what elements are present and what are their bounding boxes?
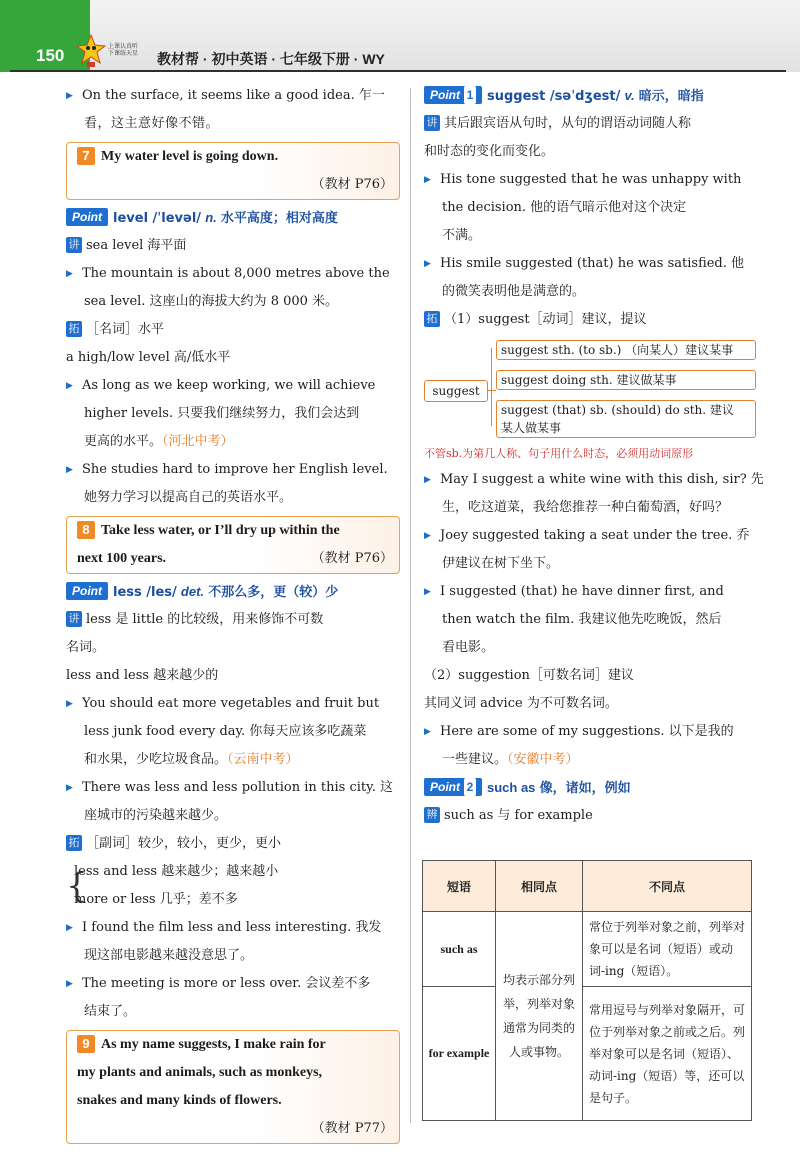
explain-tag: 讲 — [66, 237, 82, 253]
bullet-icon: ▶ — [66, 91, 73, 101]
example-line: ▶ The meeting is more or less over. 会议差不多 — [66, 970, 400, 998]
table-cell: 均表示部分列举，列举对象通常为同类的人或事物。 — [496, 912, 583, 1121]
textbook-sentence-9: 9 As my name suggests, I make rain for my plants and animals, such as monkeys, snakes and many kinds of flowers. （教材 P77） — [66, 1030, 400, 1144]
explain-line: 讲 其后跟宾语从句时，从句的谓语动词随人称 — [424, 110, 754, 138]
example-line: ▶ She studies hard to improve her English level. — [66, 456, 400, 484]
brace-icon: { — [66, 866, 88, 906]
table-cell: 常位于列举对象之前，列举对象可以是名词（短语）或动词-ing（短语）。 — [583, 912, 752, 987]
bullet-icon: ▶ — [66, 923, 73, 933]
explain-tag: 讲 — [424, 115, 440, 131]
textbook-sentence-7 — [66, 142, 400, 200]
sentence-number: 8 — [77, 521, 95, 539]
extend-tag: 拓 — [66, 321, 82, 337]
extend-tag: 拓 — [424, 311, 440, 327]
bullet-icon: ▶ — [66, 979, 73, 989]
example-line: ▶ As long as we keep working, we will achieve — [66, 372, 400, 400]
bullet-icon: ▶ — [66, 699, 73, 709]
bullet-icon: ▶ — [424, 727, 431, 737]
example-line: ▶ May I suggest a white wine with this dish, sir? 先 — [424, 466, 754, 494]
example-line: ▶ Here are some of my suggestions. 以下是我的 — [424, 718, 754, 746]
example-line: ▶ I found the film less and less interesting. 我发 — [66, 914, 400, 942]
bullet-icon: ▶ — [424, 475, 431, 485]
point-heading: Point less /les/ det. 不那么多，更（较）少 — [66, 578, 400, 606]
suggest-usage-diagram — [424, 340, 754, 440]
example-line: ▶ The mountain is about 8,000 metres above the — [66, 260, 400, 288]
exam-source: （河北中考） — [162, 434, 234, 449]
exam-source: （云南中考） — [227, 752, 299, 767]
point-badge: Point 1 — [424, 86, 482, 104]
column-divider — [410, 88, 411, 1123]
example-line: ▶ Joey suggested taking a seat under the tree. 乔 — [424, 522, 754, 550]
header-rule — [10, 70, 786, 72]
page-header — [0, 0, 800, 72]
point-heading: Point level /ˈlevəl/ n. 水平高度；相对高度 — [66, 204, 400, 232]
bullet-icon: ▶ — [424, 531, 431, 541]
bullet-icon: ▶ — [66, 381, 73, 391]
diagram-root: suggest — [424, 380, 488, 402]
example-line: ▶ You should eat more vegetables and fruit but — [66, 690, 400, 718]
diagram-node: suggest (that) sb. (should) do sth. 建议 某人做某事 — [496, 400, 756, 438]
right-column: Point 1 suggest /səˈdʒest/ v. 暗示，暗指 讲 其后跟宾语从句时，从句的谓语动词随人称 和时态的变化而变化。 ▶ His tone suggested that he was unhappy with the decision. 他的语气暗示他对这个决定 不满。 ▶ His smile suggested (that) he was satisfied. 他 的微笑表明他是满意的。 拓 （1）suggest［动词］建议，提议 suggest suggest sth. (to sb.) （向某人）建议某事 suggest doing sth. 建议做某事 suggest (that) sb. (should) do sth. 建议 某人做某事 不管sb.为第几人称、句子用什么时态，必须用动词原形 ▶ May I suggest a white wine with this dish, sir? 先 生，吃这道菜，我给您推荐一种白葡萄酒，好吗？ ▶ Joey suggested taking a seat under the tree. 乔 伊建议在树下坐下。 ▶ I suggested (that) he have dinner first, and then watch the film. 我建议他先吃晚饭，然后 看电影。 （2）suggestion［可数名词］建议 其同义词 advice 为不可数名词。 ▶ Here are some of my suggestions. 以下是我的 一些建议。（安徽中考） Point 2 such as 像，诸如，例如 辨 such as 与 for example — [424, 82, 754, 830]
sentence-number: 9 — [77, 1035, 95, 1053]
diagram-node: suggest sth. (to sb.) （向某人）建议某事 — [496, 340, 756, 360]
example-line: ▶ His smile suggested (that) he was satisfied. 他 — [424, 250, 754, 278]
extend-tag: 拓 — [66, 835, 82, 851]
grammar-note: 不管sb.为第几人称、句子用什么时态，必须用动词原形 — [424, 447, 694, 460]
point-heading: Point 2 such as 像，诸如，例如 — [424, 774, 754, 802]
table-cell: for example — [423, 987, 496, 1121]
extend-line: 拓 ［名词］水平 — [66, 316, 400, 344]
compare-tag: 辨 — [424, 807, 440, 823]
textbook-ref: （教材 P77） — [311, 1121, 393, 1136]
point-heading: Point 1 suggest /səˈdʒest/ v. 暗示，暗指 — [424, 82, 754, 110]
comparison-table — [422, 860, 752, 1121]
bullet-icon: ▶ — [424, 175, 431, 185]
example-line: ▶ His tone suggested that he was unhappy with — [424, 166, 754, 194]
example-line: ▶ On the surface, it seems like a good idea. 乍一 — [66, 82, 400, 110]
diagram-node: suggest doing sth. 建议做某事 — [496, 370, 756, 390]
left-column: ▶ On the surface, it seems like a good idea. 乍一 看，这主意好像不错。 7 My water level is going down. （教材 P76） Point level /ˈlevəl/ n. 水平高度；相对高度 讲 sea level 海平面 ▶ The mountain is about 8,000 metres above the sea level. 这座山的海拔大约为 8 000 米。 拓 ［名词］水平 a high/low level 高/低水平 ▶ As long as we keep working, we will achieve higher levels. 只要我们继续努力，我们会达到 更高的水平。（河北中考） ▶ She studies hard to improve her English level. 她努力学习以提高自己的英语水平。 8 Take less water, or I’ll dry up within the next 100 years. （教材 P76） Point less /les/ det. 不那么多，更（较）少 讲 less 是 little 的比较级，用来修饰不可数 名词。 less and less 越来越少的 ▶ You should eat more vegetables and fruit but less junk food every day. 你每天应该多吃蔬菜 和水果，少吃垃圾食品。（云南中考） ▶ There was less and less pollution in this city. 这 座城市的污染越来越少。 拓 ［副词］较少，较小，更少，更小 { less and less 越来越少；越来越小 more or less 几乎；差不多 ▶ I found the film less and less interesting. 我发 现这部电影越来越没意思了。 ▶ The meeting is more or less over. 会议差不多 结束了。 9 As my name suggests, I make rain for my plants and animals, such as monkeys, snakes and many kinds of flowers. （教材 P77） — [66, 82, 400, 1148]
book-title: 教材帮 · 初中英语 · 七年级下册 · WY — [157, 51, 385, 67]
bullet-icon: ▶ — [424, 587, 431, 597]
table-cell: 常用逗号与列举对象隔开，可位于列举对象之前或之后。列举对象可以是名词（短语）、动词-ing（短语）等，还可以是句子。 — [583, 987, 752, 1121]
sentence-number: 7 — [77, 147, 95, 165]
page-number: 150 — [36, 46, 65, 65]
example-line: 看，这主意好像不错。 — [84, 116, 220, 131]
compare-line: 辨 such as 与 for example — [424, 802, 754, 830]
textbook-ref: （教材 P76） — [311, 551, 393, 566]
point-badge: Point — [66, 208, 108, 226]
point-badge: Point — [66, 582, 108, 600]
bullet-icon: ▶ — [424, 259, 431, 269]
diagram-connector — [491, 348, 492, 426]
explain-line: 讲 sea level 海平面 — [66, 232, 400, 260]
phrase-line: a high/low level 高/低水平 — [66, 350, 231, 365]
table-header: 不同点 — [583, 861, 752, 912]
explain-line: 讲 less 是 little 的比较级，用来修饰不可数 — [66, 606, 400, 634]
example-line: ▶ There was less and less pollution in this city. 这 — [66, 774, 400, 802]
textbook-ref: （教材 P76） — [311, 177, 393, 192]
textbook-sentence-8: 8 Take less water, or I’ll dry up within the next 100 years. （教材 P76） — [66, 516, 400, 574]
star-mascot-logo — [76, 34, 106, 68]
bullet-icon: ▶ — [66, 783, 73, 793]
exam-source: （安徽中考） — [507, 752, 579, 767]
point-badge: Point 2 — [424, 778, 482, 796]
brace-group: { less and less 越来越少；越来越小 more or less 几乎；差不多 — [66, 864, 279, 907]
example-line: ▶ I suggested (that) he have dinner first, and — [424, 578, 754, 606]
table-cell: such as — [423, 912, 496, 987]
table-header: 短语 — [423, 861, 496, 912]
table-header: 相同点 — [496, 861, 583, 912]
slogan: 上课认真听 下课练天星 — [108, 44, 139, 57]
explain-tag: 讲 — [66, 611, 82, 627]
extend-line: （2）suggestion［可数名词］建议 — [424, 668, 634, 683]
phrase-line: less and less 越来越少的 — [66, 668, 219, 683]
sentence-text: My water level is going down. — [101, 149, 279, 164]
extend-line: 拓 ［副词］较少，较小，更少，更小 — [66, 830, 400, 858]
extend-line: 拓 （1）suggest［动词］建议，提议 — [424, 306, 754, 334]
bullet-icon: ▶ — [66, 465, 73, 475]
bullet-icon: ▶ — [66, 269, 73, 279]
